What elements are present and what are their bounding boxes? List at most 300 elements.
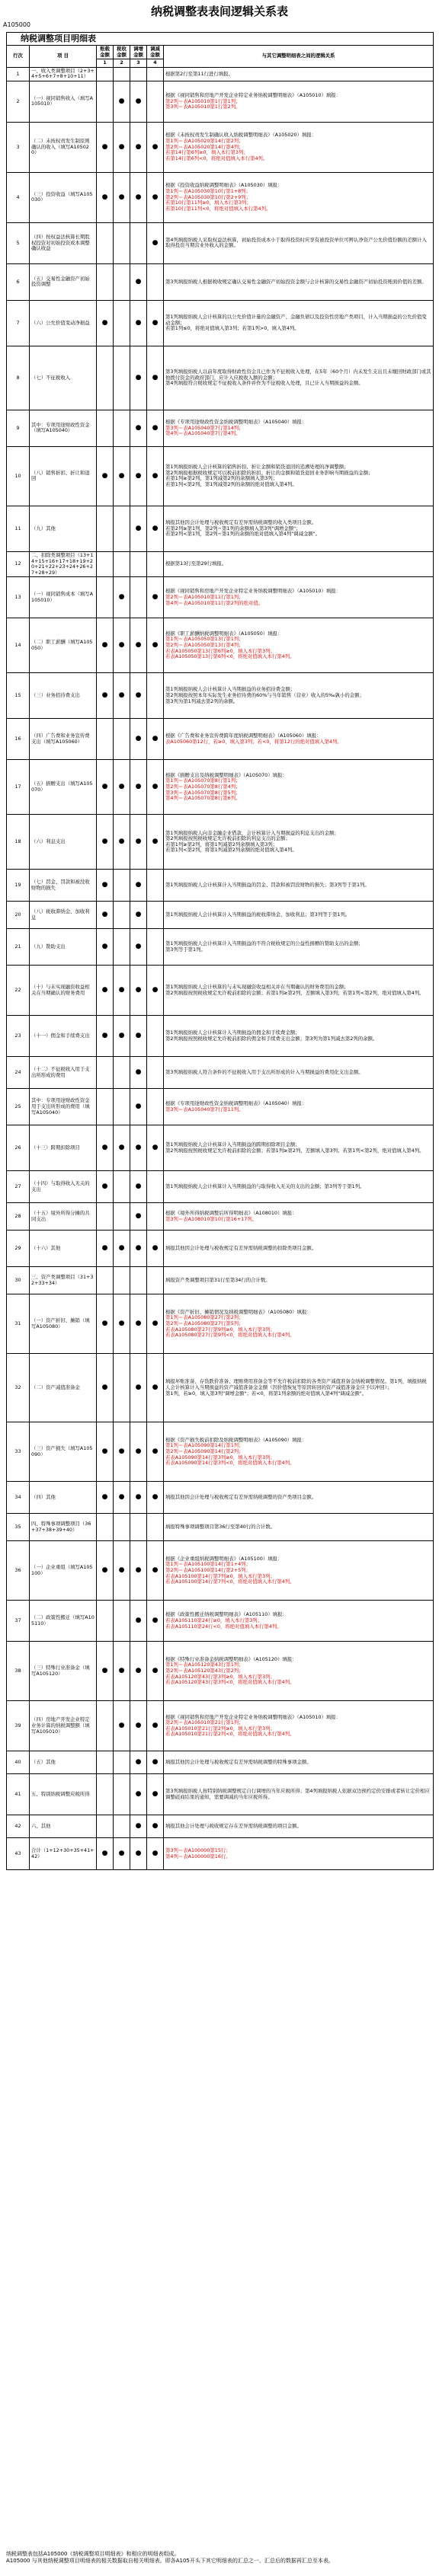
relation-line: 第1列填报纳税人会计核算计入当期损益的与取得收入无关的支出的金额；第3列等于第1列。 [165, 1183, 365, 1190]
row-item: （十五）境外所得分摊的共同支出 [30, 1203, 97, 1231]
relation-line: 第1列填报纳税人会计核算计入当期损益的税收滞纳金、加收利息；第3列等于第1列。 [165, 911, 351, 918]
row-col3-mark: ● [130, 1751, 147, 1774]
row-col1-mark: ● [97, 1482, 114, 1514]
row-item: （一）企业重组（填写A105100） [30, 1541, 97, 1601]
relation-line: 第4列＝表A105010第11行第2列的绝对值。 [165, 599, 264, 606]
row-relation [164, 1267, 434, 1294]
row-relation [164, 1089, 434, 1125]
row-col3-mark [130, 1267, 147, 1294]
row-col2-mark: ● [114, 1482, 130, 1514]
table-row [7, 1774, 434, 1815]
row-col3-mark: ● [130, 1541, 147, 1601]
row-col1-mark: ● [97, 1294, 114, 1354]
header-row-no: 行次 [7, 46, 30, 68]
row-number: 1 [7, 67, 30, 81]
table-row [7, 1422, 434, 1482]
row-col1-mark: ● [97, 870, 114, 902]
row-col3-mark: ● [130, 446, 147, 506]
row-col1-mark: ● [97, 1171, 114, 1203]
table-row [7, 300, 434, 346]
row-col3-mark: ● [130, 1354, 147, 1422]
row-number: 10 [7, 446, 30, 506]
row-item: （八）销售折扣、折让和退回 [30, 446, 97, 506]
relation-line: 若第10行第11列≥0，填入本行第3列； [165, 200, 252, 206]
row-col2-mark: ● [114, 1016, 130, 1057]
row-col2-mark: ● [114, 446, 130, 506]
relation-line: 第1列＝表A105050第13行第1列； [165, 636, 244, 643]
row-col4-mark: ● [147, 966, 164, 1016]
row-col3-mark: ● [130, 1171, 147, 1203]
row-col1-mark: ● [97, 966, 114, 1016]
row-col4-mark [147, 673, 164, 719]
row-col4-mark: ● [147, 815, 164, 870]
row-item: （十六）其他 [30, 1231, 97, 1267]
relation-line: 若表A105100第14行第7列<0，将绝对值填入本行第4列。 [165, 1578, 295, 1585]
row-number: 13 [7, 577, 30, 618]
row-col1-mark [97, 1203, 114, 1231]
relation-line: 若第10行第11列<0，将绝对值填入本行第4列。 [165, 205, 271, 212]
row-col2-mark [114, 902, 130, 929]
row-relation [164, 815, 434, 870]
row-col2-mark [114, 410, 130, 446]
row-col3-mark: ● [130, 966, 147, 1016]
row-col4-mark: ● [147, 300, 164, 346]
relation-line: 填报坏账准备、存货跌价准备、理赔费用准备金等不允许税前扣除的各类资产减值准备金纳税调整情况。第1列，填报纳税人会计核算计入当期损益的资产减值准备金金额（因价值恢复等原因转回的资产减值准备金应予以冲回）； [165, 1378, 427, 1391]
row-col4-mark [147, 1267, 164, 1294]
row-col4-mark: ● [147, 122, 164, 172]
row-col1-mark [97, 1815, 114, 1838]
row-relation [164, 1171, 434, 1203]
row-item: （四）房地产开发企业特定业务计算的纳税调整额（填写A105010） [30, 1701, 97, 1751]
row-col2-mark [114, 1089, 130, 1125]
row-col2-mark: ● [114, 815, 130, 870]
row-item: （三）资产损失（填写A105090） [30, 1422, 97, 1482]
row-item: （三）投资收益（填写A105030） [30, 172, 97, 222]
relation-line: 第1列填报纳税人会计核算的与未实现融资收益相关并在当期确认的财务费用的金额； [165, 984, 349, 991]
row-col1-mark: ● [97, 1016, 114, 1057]
relation-line: 根据《资产损失税前扣除及纳税调整明细表》（A105090）填报： [165, 1436, 307, 1443]
table-row [7, 1838, 434, 1870]
row-col2-mark [114, 1774, 130, 1815]
row-col4-mark: ● [147, 1642, 164, 1701]
row-col3-mark: ● [130, 122, 147, 172]
relation-line: 第1列填报纳税人会计核算计入当期损益的跨期扣除项目金额； [165, 1141, 300, 1148]
row-number: 25 [7, 1089, 30, 1125]
row-col1-mark: ● [97, 1838, 114, 1870]
table-row [7, 1171, 434, 1203]
row-col1-mark [97, 577, 114, 618]
relation-line: 根据《广告费和业务宣传费跨年度纳税调整明细表》（A105060）填报： [165, 733, 322, 739]
row-relation [164, 1701, 434, 1751]
relation-line: 第2列＝表A105120第43行第2列； [165, 1668, 244, 1674]
row-col3-mark: ● [130, 1294, 147, 1354]
header-relation: 与其它调整明细表之间的逻辑关系 [164, 46, 434, 68]
row-item: （四）广告费和业务宣传费支出（填写A105060） [30, 719, 97, 760]
relation-line: 第2列＝表A105080第27行第5列； [165, 1320, 244, 1327]
row-col4-mark [147, 1016, 164, 1057]
row-relation [164, 346, 434, 410]
row-col2-mark [114, 1171, 130, 1203]
relation-line: 第2列填报按照税收规定允许税前扣除的金额；若第1列≥第2列，差额填入第3列；若第1列<第2列，绝对值填入第4列。 [165, 989, 425, 996]
row-item: 合计（1+12+30+35+41+42） [30, 1838, 97, 1870]
row-relation [164, 902, 434, 929]
relation-line: 填报其他因会计处理与税收规定有差异需纳税调整的资产类项目金额。 [165, 1494, 317, 1501]
row-item: （九）赞助支出 [30, 929, 97, 966]
relation-line: 若第14行第6列≥0，填入本行第3列； [165, 149, 248, 156]
row-col4-mark [147, 263, 164, 300]
row-col1-mark: ● [97, 1231, 114, 1267]
row-col4-mark: ● [147, 1231, 164, 1267]
row-col3-mark: ● [130, 1601, 147, 1642]
row-col1-mark [97, 67, 114, 81]
relation-line: 第2列＝表A105010第21行第1列； [165, 1719, 244, 1726]
table-row [7, 67, 434, 81]
relation-line: 第3列＝表A105040第7行第14列； [165, 424, 244, 431]
row-col2-mark: ● [114, 673, 130, 719]
row-col4-mark: ● [147, 1815, 164, 1838]
relation-line: 第2列填报按照税收规定允许税前扣除的利息支出的金额； [165, 835, 290, 842]
row-col4-mark: ● [147, 760, 164, 815]
relation-line: 若表A105080第27行第9列≥0，填入本行第3列； [165, 1326, 275, 1333]
row-item: 四、特殊事项调整项目（36+37+38+39+40） [30, 1514, 97, 1541]
relation-line: 若表A105090第14行第3列≥0，填入本行第3列； [165, 1454, 275, 1460]
header-n3: 3 [130, 59, 147, 68]
row-relation [164, 1642, 434, 1701]
row-col1-mark: ● [97, 902, 114, 929]
row-col2-mark: ● [114, 1422, 130, 1482]
row-relation [164, 929, 434, 966]
row-col1-mark: ● [97, 815, 114, 870]
row-relation [164, 410, 434, 446]
row-col4-mark: ● [147, 1422, 164, 1482]
relation-line: 若表A105110第24行<0，将绝对值填入本行第4列。 [165, 1623, 282, 1630]
row-col3-mark [130, 67, 147, 81]
table-row [7, 902, 434, 929]
relation-line: 根据《特殊行业准备金纳税调整明细表》（A105120）填报： [165, 1655, 297, 1662]
row-relation [164, 67, 434, 81]
row-item: （二）资产减值准备金 [30, 1354, 97, 1422]
relation-line: 若表A105050第13行第6列≥0，填入本行第3列； [165, 647, 275, 654]
row-col4-mark: ● [147, 1482, 164, 1514]
relation-line: 根据《投资收益纳税调整明细表》（A105030）填报： [165, 182, 283, 189]
row-col4-mark: ● [147, 1701, 164, 1751]
table-row [7, 1642, 434, 1701]
row-col1-mark [97, 263, 114, 300]
row-col3-mark: ● [130, 815, 147, 870]
table-row [7, 81, 434, 122]
row-item: （十）与未实现融资收益相关在当期确认的财务费用 [30, 966, 97, 1016]
adjustment-table [6, 32, 434, 1870]
row-col4-mark: ● [147, 577, 164, 618]
row-relation [164, 1203, 434, 1231]
row-col1-mark: ● [97, 1125, 114, 1171]
table-row [7, 966, 434, 1016]
table-row [7, 1701, 434, 1751]
relation-line: 第2列填报按照本年实际发生业务招待费的60%与当年销售（营业）收入的5‰孰小的金额； [165, 692, 364, 699]
header-n1: 1 [97, 59, 114, 68]
relation-line: 第3列＝表A108010第10行第16+17列。 [165, 1215, 258, 1222]
relation-line: 若表A105010第21行第2列≥0，填入本行第3列； [165, 1725, 275, 1732]
table-row [7, 222, 434, 263]
row-col4-mark [147, 1089, 164, 1125]
relation-line: 第3列填报纳税人以前年度取得财政性资金且已作为不征税收入处理，在5年（60个月）内未发生支出且未缴回财政部门或其他拨付资金的政府部门，应计入应税收入额的金额； [165, 369, 431, 381]
row-number: 43 [7, 1838, 30, 1870]
relation-line: 第4列＝表A105070第8行第6列。 [165, 795, 241, 802]
relation-line: 若第2列≥第1列，第2列−第1列的余额填入第3列"调增金额"； [165, 525, 301, 531]
row-item: （一）视同销售收入（填写A105010） [30, 81, 97, 122]
relation-line: 第2列填报按照税收规定允许税前扣除的佣金和手续费支出金额；第3列为第1列减去第2列的余额。 [165, 1035, 378, 1042]
row-col4-mark [147, 81, 164, 122]
row-col2-mark: ● [114, 1294, 130, 1354]
row-item: （七）罚金、罚款和被没收财物的损失 [30, 870, 97, 902]
relation-line: 第1列＝表A105080第27行第2列； [165, 1314, 244, 1321]
row-col1-mark: ● [97, 618, 114, 673]
row-col3-mark: ● [130, 346, 147, 410]
relation-line: 根据《未按权责发生制确认收入纳税调整明细表》（A105020）填报： [165, 132, 317, 139]
row-number: 37 [7, 1601, 30, 1642]
row-col3-mark [130, 222, 147, 263]
row-col2-mark: ● [114, 618, 130, 673]
row-col3-mark: ● [130, 1815, 147, 1838]
row-relation [164, 1422, 434, 1482]
table-row [7, 815, 434, 870]
row-relation [164, 1125, 434, 1171]
row-number: 32 [7, 1354, 30, 1422]
table-row [7, 1089, 434, 1125]
row-col4-mark [147, 67, 164, 81]
row-item: （五）交易性金融资产初始投资调整 [30, 263, 97, 300]
row-col3-mark: ● [130, 673, 147, 719]
relation-line: 根据《视同销售和房地产开发企业特定业务纳税调整明细表》（A105010）填报： [165, 92, 341, 99]
relation-line: 若第14行第6列<0，将绝对值填入本行第4列。 [165, 155, 268, 161]
row-col2-mark [114, 222, 130, 263]
table-row [7, 929, 434, 966]
relation-line: 第3列为第1列减去第2列的余额。 [165, 697, 239, 704]
row-number: 41 [7, 1774, 30, 1815]
table-row [7, 673, 434, 719]
row-item: （三）特殊行业准备金（填写A105120） [30, 1642, 97, 1701]
row-col2-mark [114, 929, 130, 966]
row-col3-mark: ● [130, 1482, 147, 1514]
row-col4-mark: ● [147, 719, 164, 760]
row-col1-mark [97, 1514, 114, 1541]
row-relation [164, 263, 434, 300]
header-col4: 调减金额 [147, 46, 164, 59]
header-item: 项 目 [30, 46, 97, 68]
row-number: 31 [7, 1294, 30, 1354]
row-col3-mark: ● [130, 300, 147, 346]
relation-line: 若第1列≤0，将绝对值填入第3列；若第1列>0，填入第4列。 [165, 325, 300, 332]
relation-line: 第1列填报纳税人会计核算计入当期损益的不符合税收规定的公益性捐赠的赞助支出的金额； [165, 940, 364, 947]
relation-line: 表A105060第12行，若≥0，填入第3列；若<0，将第12行的绝对值填入第4列。 [165, 738, 342, 745]
row-col3-mark: ● [130, 1057, 147, 1089]
relation-line: 第1列＝表A105120第43行第1列； [165, 1661, 244, 1668]
row-number: 24 [7, 1057, 30, 1089]
relation-line: 填报其他会计处理与税收规定存在差异需纳税调整的项目金额。 [165, 1823, 302, 1830]
relation-line: 第3列填报纳税人符合条件的不征税收入用于支出所形成的计入当期损益的费用化支出金额。 [165, 1069, 364, 1076]
relation-line: 第2列＝表A105010第1行第1列； [165, 97, 241, 104]
table-row [7, 410, 434, 446]
row-col1-mark [97, 346, 114, 410]
row-col1-mark [97, 1774, 114, 1815]
row-item: （一）资产折旧、摊销（填写A105080） [30, 1294, 97, 1354]
row-col3-mark: ● [130, 719, 147, 760]
row-item: 六、其他 [30, 1815, 97, 1838]
row-item: （四）其他 [30, 1482, 97, 1514]
row-number: 16 [7, 719, 30, 760]
row-relation [164, 122, 434, 172]
table-body [7, 67, 434, 1870]
row-relation [164, 1482, 434, 1514]
row-number: 23 [7, 1016, 30, 1057]
relation-line: 填报特殊事项调整项目第36行至第40行的合计数。 [165, 1524, 276, 1531]
row-relation [164, 81, 434, 122]
header-col3: 调增金额 [130, 46, 147, 59]
table-row [7, 1482, 434, 1514]
row-col4-mark [147, 1171, 164, 1203]
table-row [7, 618, 434, 673]
row-col1-mark [97, 1701, 114, 1751]
row-col3-mark: ● [130, 929, 147, 966]
row-number: 34 [7, 1482, 30, 1514]
row-col1-mark: ● [97, 929, 114, 966]
footnote-1: 纳税调整表包括A105000《纳税调整项目明细表》和相应的明细表组成。 [6, 2551, 180, 2557]
table-row [7, 1541, 434, 1601]
relation-line: 根据《职工薪酬纳税调整明细表》（A105050）填报： [165, 630, 283, 637]
row-item: （四）按权益法核算长期股权投资对初始投资成本调整确认收益 [30, 222, 97, 263]
row-relation [164, 1514, 434, 1541]
row-col2-mark [114, 1203, 130, 1231]
row-relation [164, 618, 434, 673]
row-col1-mark: ● [97, 1354, 114, 1422]
row-col2-mark: ● [114, 577, 130, 618]
row-col4-mark: ● [147, 1774, 164, 1815]
row-col3-mark: ● [130, 1422, 147, 1482]
row-number: 12 [7, 551, 30, 576]
row-relation [164, 172, 434, 222]
table-row [7, 870, 434, 902]
row-relation [164, 719, 434, 760]
row-number: 8 [7, 346, 30, 410]
table-row [7, 719, 434, 760]
row-number: 6 [7, 263, 30, 300]
relation-line: 若表A105120第43行第3列<0，将绝对值填入本行第4列。 [165, 1679, 295, 1686]
row-number: 17 [7, 760, 30, 815]
row-relation [164, 446, 434, 506]
row-col4-mark: ● [147, 1601, 164, 1642]
relation-line: 若表A105120第43行第3列≥0，填入本行第3列； [165, 1673, 275, 1680]
relation-line: 第1列填报纳税人会计核算的销售折扣、折让金额和销货退回的追溯处理的净调整额； [165, 464, 349, 471]
row-item: 五、特别纳税调整应税所得 [30, 1774, 97, 1815]
row-col1-mark: ● [97, 122, 114, 172]
relation-line: 第3列＝表A105040第7行第11列。 [165, 1106, 244, 1112]
row-col1-mark [97, 410, 114, 446]
row-number: 22 [7, 966, 30, 1016]
row-number: 19 [7, 870, 30, 902]
row-number: 26 [7, 1125, 30, 1171]
relation-line: 第1列，若≥0，填入第3列"调增金额"；若<0，将第1列余额的绝对值填入第4列"调减金额"。 [165, 1390, 367, 1397]
row-number: 18 [7, 815, 30, 870]
table-row [7, 1514, 434, 1541]
row-col2-mark [114, 1601, 130, 1642]
row-number: 14 [7, 618, 30, 673]
main-title: 纳税调整表表间逻辑关系表 [150, 5, 288, 18]
table-row [7, 1815, 434, 1838]
row-col2-mark [114, 719, 130, 760]
row-col3-mark: ● [130, 1089, 147, 1125]
row-item: 二、扣除类调整项目（13+14+15+16+17+18+19+20+21+22+23+24+26+27+28+29） [30, 551, 97, 576]
relation-line: 第4列填报纳税人采取权益法核算，初始投资成本小于取得投资时应享有被投资单位可辨认净资产公允价值份额的差额计入取得投资当期营业外收入的金额。 [165, 236, 427, 249]
row-relation [164, 551, 434, 576]
relation-line: 根据《资产折旧、摊销情况及纳税调整明细表》（A105080）填报： [165, 1308, 312, 1315]
row-col3-mark [130, 577, 147, 618]
relation-line: 第1列填报纳税人会计核算计入当期损益的业务招待费金额； [165, 686, 296, 693]
row-col2-mark [114, 1514, 130, 1541]
row-col3-mark: ● [130, 1231, 147, 1267]
row-col4-mark: ● [147, 1354, 164, 1422]
row-col1-mark [97, 551, 114, 576]
relation-line: 第2列填报按照税收规定允许税前扣除的金额；若第1列≥第2列，差额填入第3列；若第1列<第2列，绝对值填入第4列。 [165, 1147, 425, 1154]
relation-line: 第1列填报纳税人会计核算计入当期损益的佣金和手续费金额； [165, 1029, 300, 1036]
relation-line: 根据第13行至第29行填报。 [165, 560, 227, 567]
table-row [7, 1057, 434, 1089]
row-number: 3 [7, 122, 30, 172]
table-row [7, 1016, 434, 1057]
row-item: （二）未按权责发生制原则确认的收入（填写A105020） [30, 122, 97, 172]
row-col4-mark: ● [147, 1125, 164, 1171]
relation-line: 根据《专项用途财政性资金纳税调整明细表》（A105040）填报： [165, 419, 307, 426]
row-col4-mark: ● [147, 618, 164, 673]
row-relation [164, 673, 434, 719]
row-col1-mark: ● [97, 1541, 114, 1601]
relation-line: 第1列＝表A105020第14行第2列； [165, 138, 244, 145]
row-item: （二）职工薪酬（填写A105050） [30, 618, 97, 673]
relation-line: 第1列＝表A105090第14行第1列； [165, 1442, 244, 1449]
row-col4-mark [147, 902, 164, 929]
row-col3-mark: ● [130, 1774, 147, 1815]
row-col2-mark: ● [114, 1125, 130, 1171]
relation-line: 第3列等于第1列。 [165, 946, 206, 953]
row-item: （五）捐赠支出（填写A105070） [30, 760, 97, 815]
row-col1-mark [97, 506, 114, 551]
row-col4-mark [147, 1057, 164, 1089]
relation-line: 第4列＝表A105040第7行第4列。 [165, 430, 241, 437]
row-col2-mark [114, 1354, 130, 1422]
header-col2: 税收金额 [114, 46, 130, 59]
row-col4-mark: ● [147, 346, 164, 410]
row-item: （七）不征税收入 [30, 346, 97, 410]
row-col1-mark [97, 1057, 114, 1089]
row-col1-mark: ● [97, 673, 114, 719]
row-col2-mark [114, 1057, 130, 1089]
row-number: 38 [7, 1642, 30, 1701]
row-relation [164, 1057, 434, 1089]
relation-line: 第2列＝表A105010第11行第1列； [165, 594, 244, 601]
relation-line: 若表A105110第24行≥0，填入本行第3列； [165, 1617, 263, 1624]
row-col4-mark [147, 1514, 164, 1541]
row-relation [164, 300, 434, 346]
relation-line: 根据《政策性搬迁纳税调整明细表》（A105110）填报： [165, 1611, 287, 1618]
table-row [7, 446, 434, 506]
row-number: 5 [7, 222, 30, 263]
row-col4-mark [147, 1203, 164, 1231]
row-col4-mark: ● [147, 1541, 164, 1601]
table-row [7, 122, 434, 172]
row-col1-mark [97, 222, 114, 263]
row-item: 其中：专项用途财政性资金（填写A105040） [30, 410, 97, 446]
row-relation [164, 760, 434, 815]
relation-line: 根据《专项用途财政性资金纳税调整明细表》（A105040）填报： [165, 1100, 307, 1107]
